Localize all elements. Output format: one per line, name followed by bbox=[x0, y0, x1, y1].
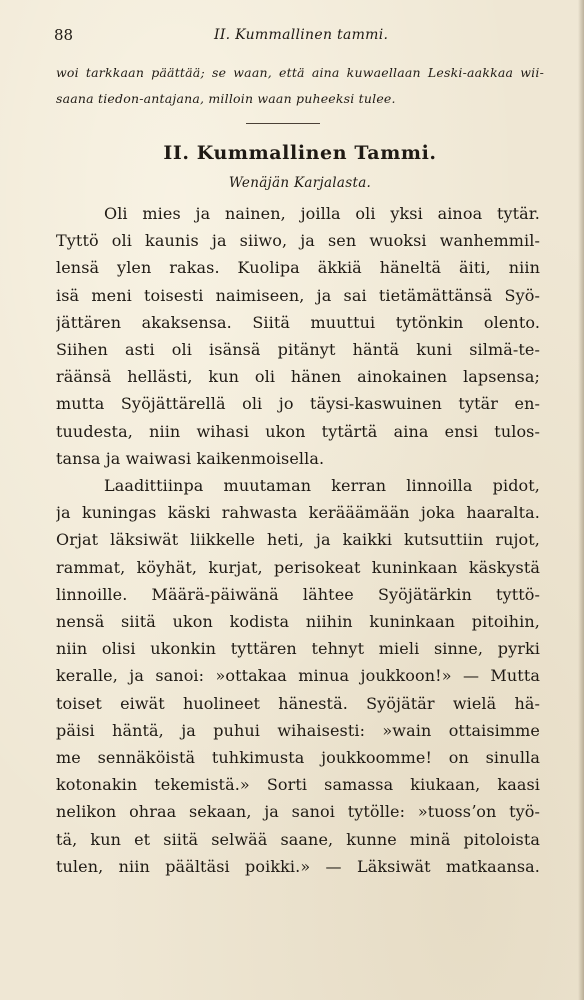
page-edge-shadow bbox=[578, 0, 584, 1000]
page-number: 88 bbox=[54, 26, 74, 44]
text-line: Laadittiinpa muutaman kerran linnoilla pidot, bbox=[104, 476, 540, 496]
text-line: keralle, ja sanoi: »ottakaa minua joukkoon!» — Mutta bbox=[56, 666, 540, 686]
text-line: tulen, niin päältäsi poikki.» — Läksiwät matkaansa. bbox=[56, 856, 540, 876]
text-line: räänsä hellästi, kun oli hänen ainokainen lapsensa; bbox=[56, 367, 540, 387]
text-line: nensä siitä ukon kodista niihin kuninkaan pitoihin, bbox=[56, 612, 540, 632]
text-line: woi tarkkaan päättää; se waan, että aina kuwaellaan Leski-aakkaa wii- bbox=[56, 65, 544, 80]
text-line: lensä ylen rakas. Kuolipa äkkiä häneltä äiti, niin bbox=[56, 258, 540, 278]
section-subtitle: Wenäjän Karjalasta. bbox=[228, 175, 372, 191]
text-line: Siihen asti oli isänsä pitänyt häntä kuni silmä-te- bbox=[56, 340, 540, 360]
text-line: ja kuningas käski rahwasta kerääämään joka haaralta. bbox=[56, 503, 540, 523]
text-line: rammat, köyhät, kurjat, perisokeat kuninkaan käskystä bbox=[56, 557, 540, 577]
text-line: tansa ja waiwasi kaikenmoisella. bbox=[56, 448, 325, 468]
body-text bbox=[56, 200, 540, 880]
text-line: nelikon ohraa sekaan, ja sanoi tytölle: »tuossʼon työ- bbox=[56, 802, 540, 822]
text-line: jättären akaksensa. Siitä muuttui tytönkin olento. bbox=[56, 312, 540, 332]
text-line: isä meni toisesti naimiseen, ja sai tietämättänsä Syö- bbox=[56, 285, 540, 305]
text-line: tä, kun et siitä selwää saane, kunne minä pitoloista bbox=[56, 829, 540, 849]
text-line: Orjat läksiwät liikkelle heti, ja kaikki kutsuttiin rujot, bbox=[56, 530, 540, 550]
text-line: kotonakin tekemistä.» Sorti samassa kiukaan, kaasi bbox=[56, 775, 540, 795]
text-line: tuudesta, niin wihasi ukon tytärtä aina ensi tulos- bbox=[56, 421, 540, 441]
text-line: linnoille. Määrä-päiwänä lähtee Syöjätärkin tyttö- bbox=[56, 584, 540, 604]
section-title: II. Kummallinen Tammi. bbox=[163, 142, 437, 164]
text-line: mutta Syöjättärellä oli jo täysi-kaswuinen tytär en- bbox=[56, 394, 540, 414]
previous-section-ending bbox=[56, 60, 544, 112]
running-head bbox=[54, 26, 544, 50]
text-line: Tyttö oli kaunis ja siiwo, ja sen wuoksi wanhemmil- bbox=[56, 231, 540, 251]
text-line: Oli mies ja nainen, joilla oli yksi ainoa tytär. bbox=[104, 204, 540, 223]
text-line: me sennäköistä tuhkimusta joukkoomme! on sinulla bbox=[56, 748, 540, 768]
text-line: saana tiedon-antajana, milloin waan puheeksi tulee. bbox=[56, 91, 396, 106]
running-title: II. Kummallinen tammi. bbox=[214, 27, 389, 43]
text-line: päisi häntä, ja puhui wihaisesti: »wain ottaisimme bbox=[56, 720, 540, 740]
text-line: toiset eiwät huolineet hänestä. Syöjätär wielä hä- bbox=[56, 693, 540, 713]
section-divider bbox=[246, 123, 320, 124]
text-line: niin olisi ukonkin tyttären tehnyt mieli sinne, pyrki bbox=[56, 639, 540, 659]
